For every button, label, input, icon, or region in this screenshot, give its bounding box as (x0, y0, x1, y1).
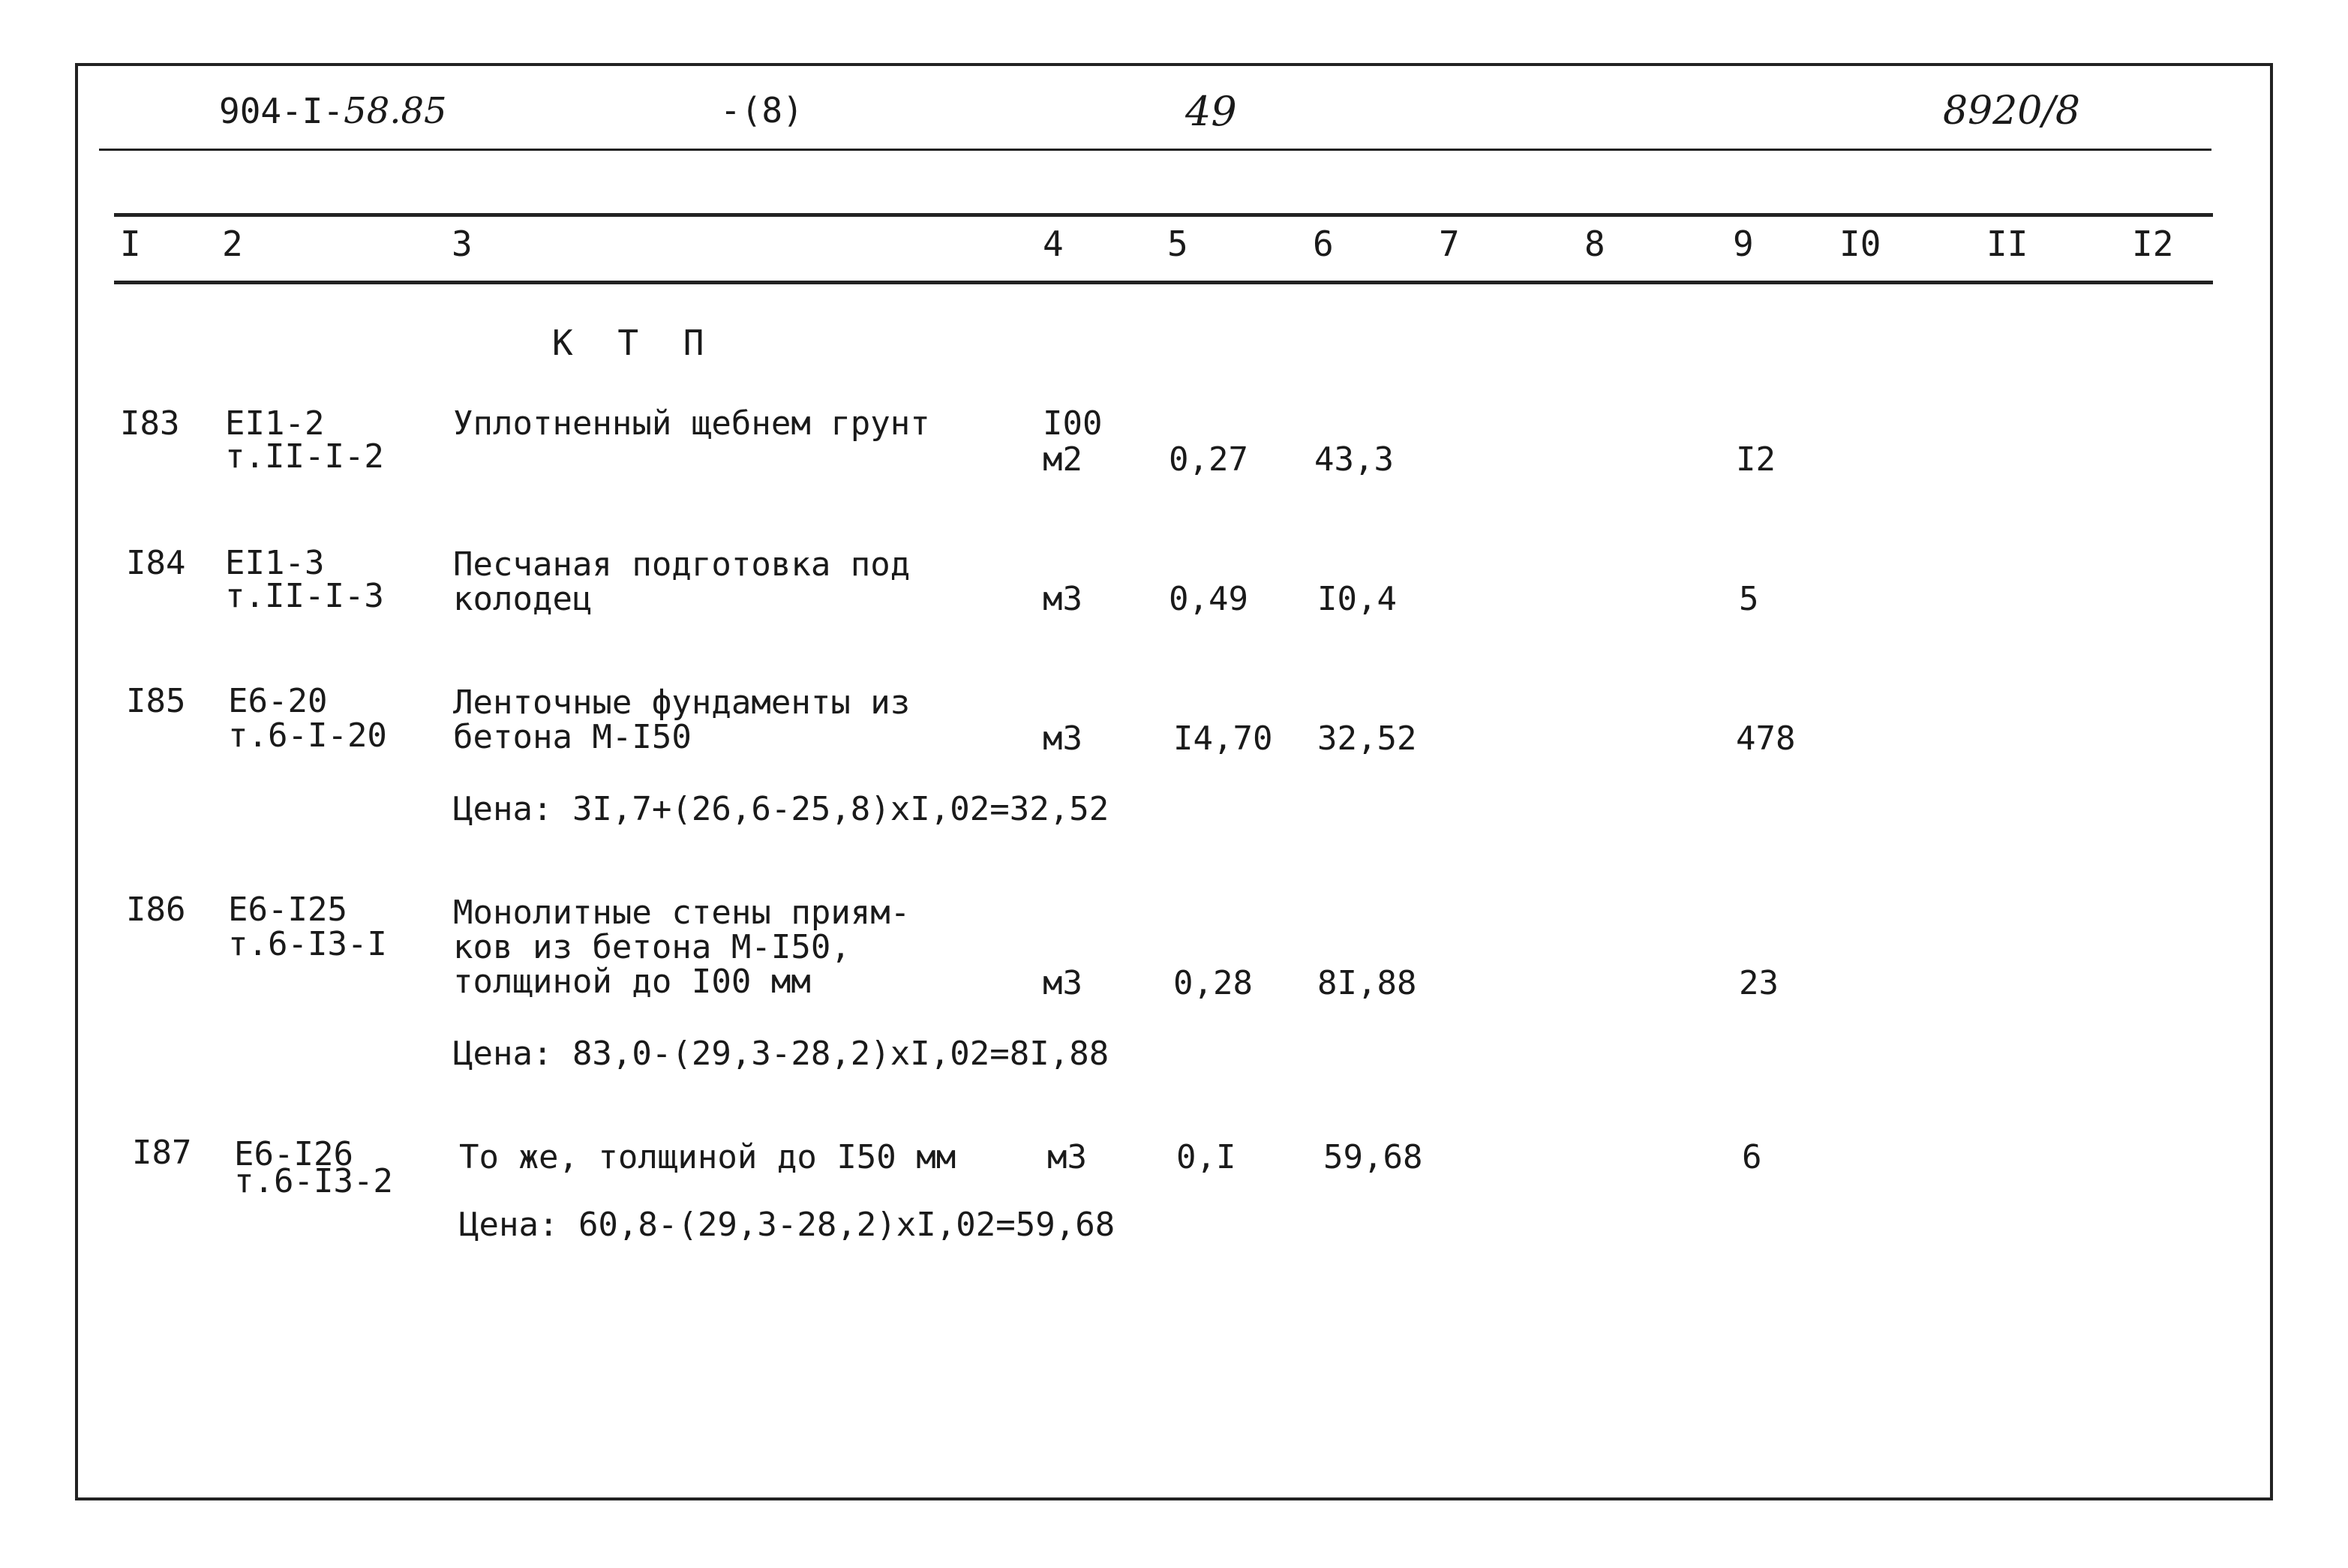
row-code: EI1-3 (225, 544, 325, 582)
row-unit-price: I0,4 (1317, 580, 1397, 618)
row-total: 6 (1742, 1138, 1762, 1176)
column-header: 7 (1439, 224, 1460, 264)
row-total: 23 (1739, 964, 1779, 1002)
doc-code-prefix: 904-I- (219, 91, 344, 131)
column-header: I (120, 224, 141, 264)
row-number: I87 (132, 1134, 192, 1172)
row-quantity: 0,27 (1169, 440, 1248, 479)
row-price-formula: Цена: 83,0-(29,3-28,2)xI,02=8I,88 (453, 1035, 1109, 1073)
row-unit-price: 59,68 (1323, 1138, 1423, 1176)
column-header: 9 (1733, 224, 1754, 264)
row-description: То же, толщиной до I50 мм (459, 1138, 956, 1176)
row-code-table: т.6-I-20 (228, 716, 387, 755)
column-header: 6 (1313, 224, 1334, 264)
row-code: E6-I25 (228, 891, 347, 929)
column-header: II (1986, 224, 2028, 264)
row-quantity: 0,49 (1169, 580, 1248, 618)
row-description-cont: бетона М-I50 (453, 718, 692, 756)
row-number: I86 (126, 891, 186, 929)
row-code-table: т.II-I-2 (225, 437, 384, 476)
column-header: I2 (2132, 224, 2174, 264)
row-quantity: 0,I (1176, 1138, 1236, 1176)
page-number: 49 (1185, 88, 1237, 135)
row-number: I83 (120, 404, 180, 443)
doc-code-handwritten: 58.85 (344, 90, 447, 132)
frame-left-border (75, 63, 78, 1500)
row-unit-multiplier: I00 (1043, 404, 1103, 443)
row-unit: м3 (1043, 580, 1082, 618)
frame-bottom-border (75, 1497, 2273, 1500)
row-quantity: 0,28 (1173, 964, 1253, 1002)
frame-top-border (75, 63, 2273, 66)
row-total: 5 (1739, 580, 1759, 618)
row-unit: м2 (1043, 440, 1082, 479)
row-description: Песчаная подготовка под (453, 545, 911, 584)
row-price-formula: Цена: 3I,7+(26,6-25,8)xI,02=32,52 (453, 790, 1109, 828)
column-header: 2 (222, 224, 243, 264)
table-header-rule (114, 281, 2213, 284)
column-header: 3 (452, 224, 473, 264)
doc-part: -(8) (720, 90, 803, 131)
table-top-rule (114, 213, 2213, 217)
row-quantity: I4,70 (1173, 719, 1273, 758)
row-unit-price: 32,52 (1317, 719, 1417, 758)
doc-code (219, 90, 447, 132)
row-number: I85 (126, 682, 186, 720)
row-description-cont: колодец (453, 580, 593, 618)
row-code-table: т.6-I3-I (228, 925, 387, 963)
column-header: 8 (1584, 224, 1605, 264)
row-description-cont: ков из бетона М-I50, (453, 928, 851, 966)
column-header: 5 (1167, 224, 1188, 264)
row-description: Уплотненный щебнем грунт (453, 404, 930, 443)
row-description-cont: толщиной до I00 мм (453, 963, 811, 1001)
row-unit-price: 8I,88 (1317, 964, 1417, 1002)
row-description: Ленточные фундаменты из (453, 683, 911, 722)
row-code-table: т.II-I-3 (225, 577, 384, 615)
row-unit: м3 (1043, 719, 1082, 758)
row-code: E6-I26 (234, 1135, 353, 1173)
frame-right-border (2270, 63, 2273, 1500)
row-unit: м3 (1047, 1138, 1087, 1176)
row-number: I84 (126, 544, 186, 582)
header-rule (99, 149, 2211, 151)
column-header: 4 (1043, 224, 1064, 264)
sheet-id: 8920/8 (1943, 89, 2080, 134)
row-code-table: т.6-I3-2 (234, 1162, 393, 1200)
row-description: Монолитные стены приям- (453, 894, 911, 932)
row-total: I2 (1736, 440, 1776, 479)
section-title: К Т П (552, 323, 716, 363)
column-header: I0 (1839, 224, 1881, 264)
row-unit: м3 (1043, 964, 1082, 1002)
row-price-formula: Цена: 60,8-(29,3-28,2)xI,02=59,68 (459, 1206, 1115, 1244)
row-code: EI1-2 (225, 404, 325, 443)
row-code: E6-20 (228, 682, 328, 720)
row-unit-price: 43,3 (1314, 440, 1394, 479)
row-total: 478 (1736, 719, 1796, 758)
